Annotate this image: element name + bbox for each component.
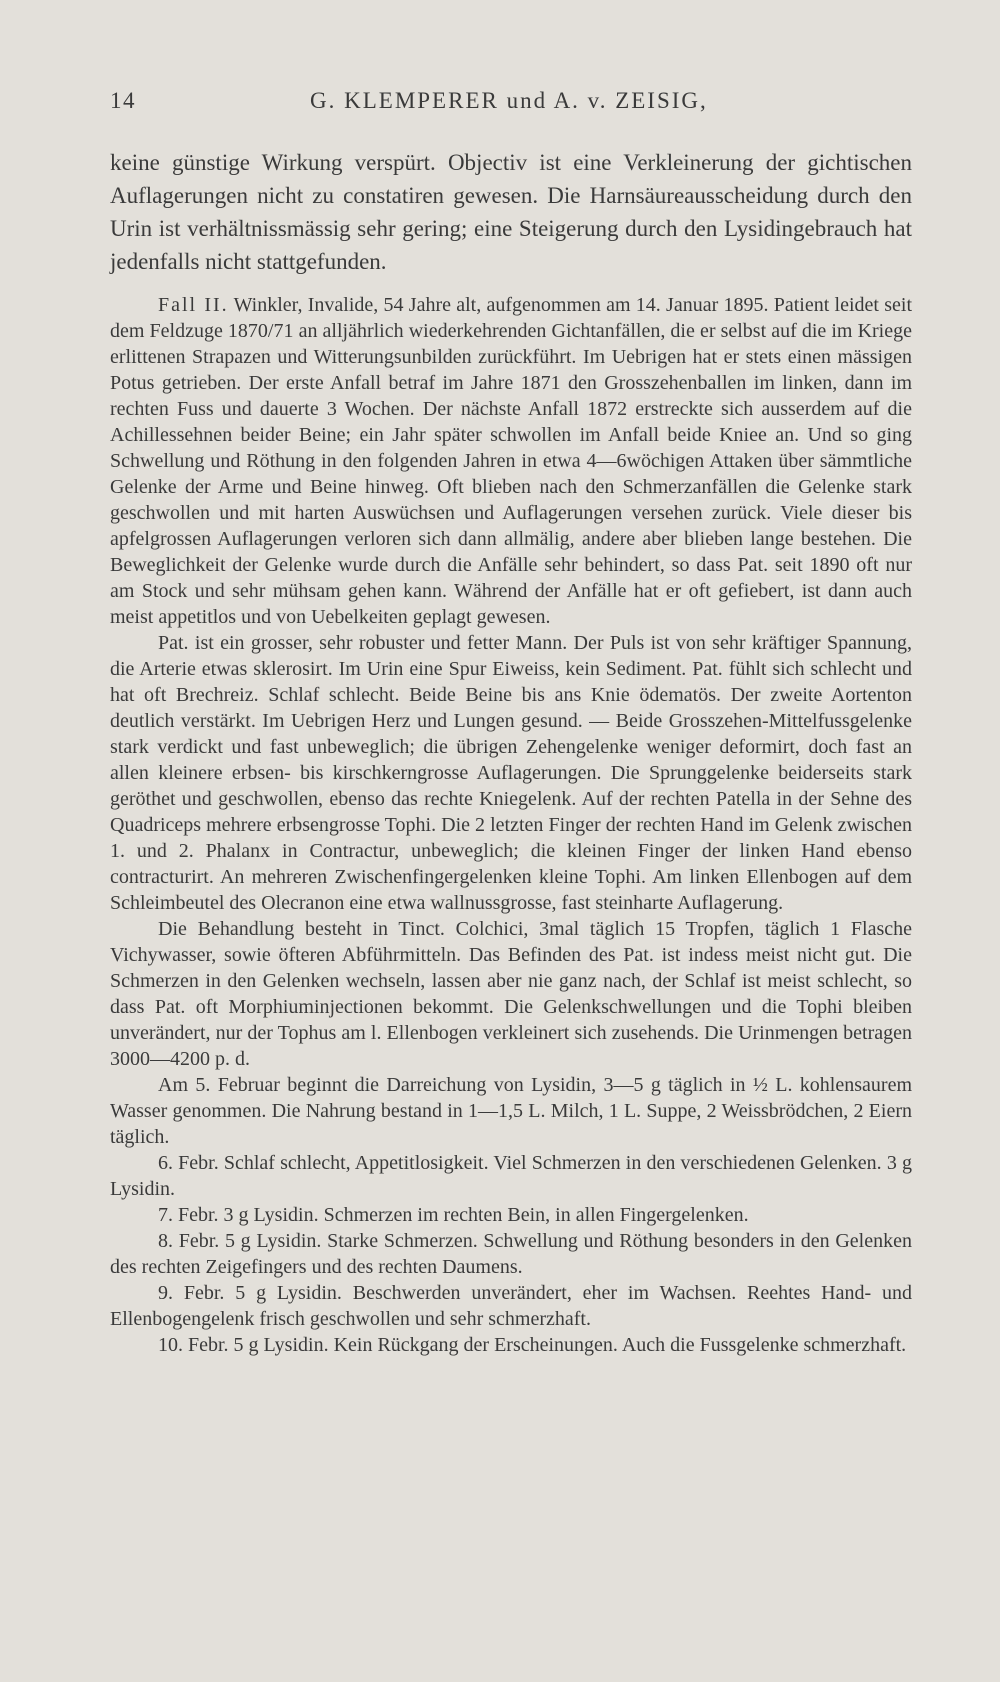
body-text <box>110 146 912 1358</box>
running-title: G. KLEMPERER und A. v. ZEISIG, <box>310 88 708 113</box>
paragraph-case <box>110 292 912 630</box>
case-label: Fall II. <box>158 294 229 316</box>
paragraph-treatment: Die Behandlung besteht in Tinct. Colchici, 3mal täglich 15 Tropfen, täglich 1 Flasche Vichywasser, sowie öfteren Abführmitteln. Das Befinden des Pat. ist indess meist nicht gut. Die Schmerzen in den Gelenken wechseln, lassen aber nie ganz nach, der Schlaf ist meist schlecht, so dass Pat. oft Morphiuminjectionen bekommt. Die Gelenkschwellungen und die Tophi bleiben unverändert, nur der Tophus am l. Ellenbogen verkleinert sich zusehends. Die Urinmengen betragen 3000—4200 p. d. <box>110 918 912 1070</box>
paragraph-feb10: 10. Febr. 5 g Lysidin. Kein Rückgang der Erscheinungen. Auch die Fussgelenke schmerzhaft. <box>158 1334 907 1356</box>
paragraph-feb9: 9. Febr. 5 g Lysidin. Beschwerden unverändert, eher im Wachsen. Reehtes Hand- und Ellenbogengelenk frisch geschwollen und sehr schmerzhaft. <box>110 1282 912 1330</box>
case-text: Winkler, Invalide, 54 Jahre alt, aufgenommen am 14. Januar 1895. Patient leidet seit dem Feldzuge 1870/71 an alljährlich wiederkehrenden Gichtanfällen, die er selbst auf die im Kriege erlittenen Strapazen und Witterungsunbilden zurückführt. Im Uebrigen hat er stets einen mässigen Potus getrieben. Der erste Anfall betraf im Jahre 1871 den Grosszehenballen im linken, dann im rechten Fuss und dauerte 3 Wochen. Der nächste Anfall 1872 erstreckte sich ausserdem auf die Achillessehnen beider Beine; ein Jahr später schwollen im Anfall beide Kniee an. Und so ging Schwellung und Röthung in den folgenden Jahren in etwa 4—6wöchigen Attaken über sämmtliche Gelenke der Arme und Beine hinweg. Oft blieben nach den Schmerzanfällen die Gelenke stark geschwollen und mit harten Auswüchsen und Auflagerungen versehen zurück. Viele dieser bis apfelgrossen Auflagerungen verloren sich dann allmälig, andere aber blieben lange bestehen. Die Beweglichkeit der Gelenke wurde durch die Anfälle sehr behindert, so dass Pat. seit 1890 oft nur am Stock und sehr mühsam gehen kann. Während der Anfälle hat er oft gefiebert, ist dann auch meist appetitlos und von Uebelkeiten geplagt gewesen. <box>110 294 912 628</box>
paragraph-status: Pat. ist ein grosser, sehr robuster und fetter Mann. Der Puls ist von sehr kräftiger Spannung, die Arterie etwas sklerosirt. Im Urin eine Spur Eiweiss, kein Sediment. Pat. fühlt sich schlecht und hat oft Brechreiz. Schlaf schlecht. Beide Beine bis ans Knie ödematös. Der zweite Aortenton deutlich verstärkt. Im Uebrigen Herz und Lungen gesund. — Beide Grosszehen-Mittelfussgelenke stark verdickt und fast unbeweglich; die übrigen Zehengelenke weniger deformirt, doch fast an allen kleinere erbsen- bis kirschkerngrosse Auflagerungen. Die Sprunggelenke beiderseits stark geröthet und geschwollen, ebenso das rechte Kniegelenk. Auf der rechten Patella in der Sehne des Quadriceps mehrere erbsengrosse Tophi. Die 2 letzten Finger der rechten Hand im Gelenk zwischen 1. und 2. Phalanx in Contractur, unbeweglich; die kleinen Finger der linken Hand ebenso contracturirt. An mehreren Zwischenfingergelenken kleine Tophi. Am linken Ellenbogen auf dem Schleimbeutel des Olecranon eine etwa wallnussgrosse, fast steinharte Auflagerung. <box>110 632 912 914</box>
paragraph-intro: keine günstige Wirkung verspürt. Objectiv ist eine Verkleinerung der gichtischen Auflagerungen nicht zu constatiren gewesen. Die Harnsäureausscheidung durch den Urin ist verhältnissmässig sehr gering; eine Steigerung durch den Lysidingebrauch hat jedenfalls nicht stattgefunden. <box>110 150 912 274</box>
paragraph-feb5: Am 5. Februar beginnt die Darreichung von Lysidin, 3—5 g täglich in ½ L. kohlensaurem Wasser genommen. Die Nahrung bestand in 1—1,5 L. Milch, 1 L. Suppe, 2 Weissbrödchen, 2 Eiern täglich. <box>110 1074 912 1148</box>
paragraph-feb6: 6. Febr. Schlaf schlecht, Appetitlosigkeit. Viel Schmerzen in den verschiedenen Gelenken. 3 g Lysidin. <box>110 1152 912 1200</box>
paragraph-feb7: 7. Febr. 3 g Lysidin. Schmerzen im rechten Bein, in allen Fingergelenken. <box>158 1204 749 1226</box>
page-number: 14 <box>110 88 136 113</box>
paragraph-feb8: 8. Febr. 5 g Lysidin. Starke Schmerzen. Schwellung und Röthung besonders in den Gelenken des rechten Zeigefingers und des rechten Daumens. <box>110 1230 912 1278</box>
running-head <box>110 88 912 128</box>
